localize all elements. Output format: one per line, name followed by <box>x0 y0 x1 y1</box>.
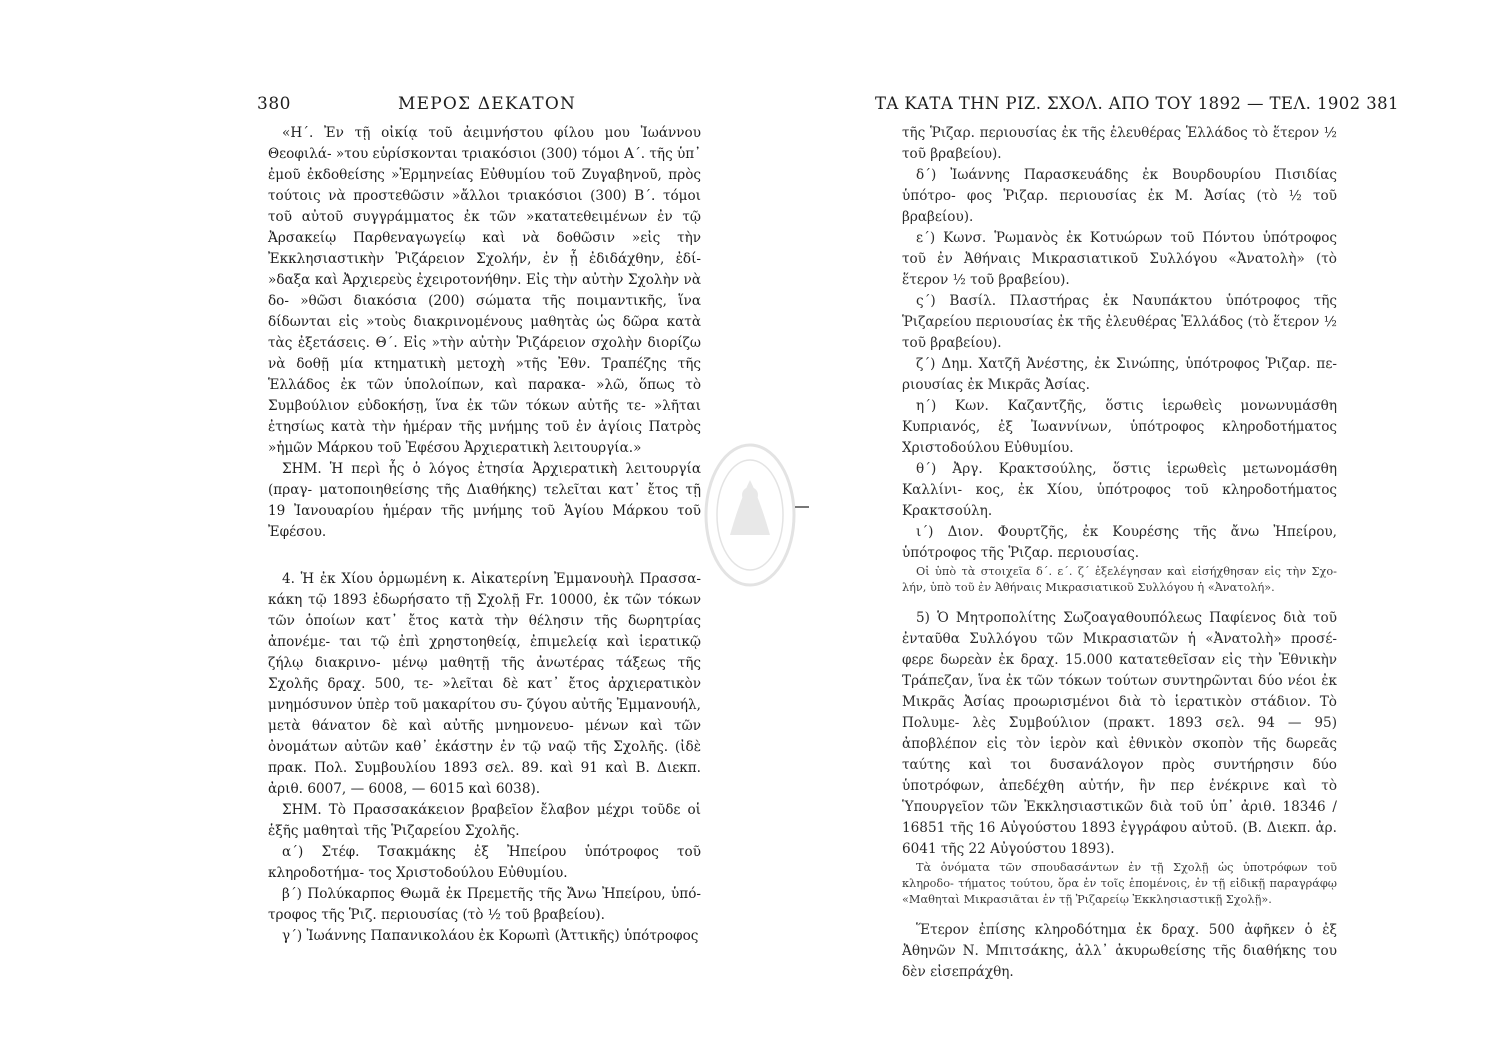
list-item-beta: β΄) Πολύκαρπος Θωμᾶ ἐκ Πρεμετῆς τῆς Ἄνω Ἠπείρου, ὑπό- τροφος τῆς Ῥιζ. περιουσίας (τὸ ½ τοῦ βραβείου). <box>268 886 701 923</box>
donation-5-paragraph: 5) Ὁ Μητροπολίτης Σωζοαγαθουπόλεως Παφίενος διὰ τοῦ ἐνταῦθα Συλλόγου τῶν Μικρασιατῶν ἡ «Ἀνατολὴ» προσέ- φερε δωρεὰν ἐκ δραχ. 15.000 κατατεθεῖσαν εἰς τὴν Ἐθνικὴν Τράπεζαν, ἵνα ἐκ τῶν τόκων τούτων συντηρῶνται δύο νέοι ἐκ Μικρᾶς Ἀσίας προωρισμένοι διὰ τὸ ἱερατικὸν στάδιον. Τὸ Πολυμε- λὲς Συμβούλιον (πρακτ. 1893 σελ. 94 — 95) ἀποβλέπον εἰς τὸν ἱερὸν καὶ ἐθνικὸν σκοπὸν τῆς δωρεᾶς ταύτης καὶ τοι δυσανάλογον πρὸς συντήρησιν δύο ὑποτρόφων, ἀπεδέχθη αὐτήν, ἣν περ ἐνέκρινε καὶ τὸ Ὑπουργεῖον τῶν Ἐκκλησιαστικῶν διὰ τοῦ ὑπ᾿ ἀριθ. 18346 / 16851 τῆς 16 Αὐγούστου 1893 ἐγγράφου αὐτοῦ. (Β. Διεκπ. ἀρ. 6041 τῆς 22 Αὐγούστου 1893). <box>902 610 1337 857</box>
left-page-body <box>268 123 701 947</box>
library-stamp-icon <box>700 440 800 590</box>
list-item-epsilon: ε΄) Κωνσ. Ῥωμανὸς ἐκ Κοτυώρων τοῦ Πόντου ὑπότροφος τοῦ ἐν Ἀθήναις Μικρασιατικοῦ Συλλόγου «Ἀνατολὴ» (τὸ ἕτερον ½ τοῦ βραβείου). <box>902 230 1337 288</box>
donation-4-paragraph: 4. Ἡ ἐκ Χίου ὁρμωμένη κ. Αἰκατερίνη Ἐμμανουὴλ Πρασσα- κάκη τῷ 1893 ἐδωρήσατο τῇ Σχολῇ Fr. 10000, ἐκ τῶν τόκων τῶν ὁποίων κατ᾿ ἔτος κατὰ τὴν θέλησιν τῆς δωρητρίας ἀπονέμε- ται τῷ ἐπὶ χρηστοηθείᾳ, ἐπιμελείᾳ καὶ ἱερατικῷ ζήλῳ διακρινο- μένῳ μαθητῇ τῆς ἀνωτέρας τάξεως τῆς Σχολῆς δραχ. 500, τε- »λεῖται δὲ κατ᾿ ἔτος ἀρχιερατικὸν μνημόσυνον ὑπὲρ τοῦ μακαρίτου συ- ζύγου αὐτῆς Ἐμμανουήλ, μετὰ θάνατον δὲ καὶ αὐτῆς μνημονευο- μένων καὶ τῶν ὀνομάτων αὐτῶν καθ᾿ ἑκάστην ἐν τῷ ναῷ τῆς Σχολῆς. (ἰδὲ πρακ. Πολ. Συμβουλίου 1893 σελ. 89. καὶ 91 καὶ Β. Διεκπ. ἀριθ. 6007, — 6008, — 6015 καὶ 6038). <box>268 571 701 797</box>
list-item-stigma: ς΄) Βασίλ. Πλαστήρας ἐκ Ναυπάκτου ὑπότροφος τῆς Ῥιζαρείου περιουσίας ἐκ τῆς ἐλευθέρας Ἑλλάδος (τὸ ἕτερον ½ τοῦ βραβείου). <box>902 293 1337 351</box>
right-page-body <box>902 123 1337 983</box>
prize-note-paragraph: ΣΗΜ. Τὸ Πρασσακάκειον βραβεῖον ἔλαβον μέχρι τοῦδε οἱ ἑξῆς μαθηταὶ τῆς Ῥιζαρείου Σχολῆς. <box>268 802 701 839</box>
selection-note: Οἱ ὑπὸ τὰ στοιχεῖα δ΄. ε΄. ζ΄ ἐξελέγησαν καὶ εἰσήχθησαν εἰς τὴν Σχο- λήν, ὑπὸ τοῦ ἐν Ἀθήναις Μικρασιατικοῦ Συλλόγου ἡ «Ἀνατολή». <box>902 565 1337 594</box>
students-note: Τὰ ὀνόματα τῶν σπουδασάντων ἐν τῇ Σχολῇ ὡς ὑποτρόφων τοῦ κληροδο- τήματος τούτου, ὅρα ἐν τοῖς ἑπομένοις, ἐν τῇ εἰδικῇ παραγράφῳ «Μαθηταὶ Μικρασιᾶται ἐν τῇ Ῥιζαρείῳ Ἐκκλησιαστικῇ Σχολῇ». <box>902 861 1337 906</box>
list-item-theta: θ΄) Ἀργ. Κρακτσούλης, ὅστις ἱερωθεὶς μετωνομάσθη Καλλίνι- κος, ἐκ Χίου, ὑπότροφος τοῦ κληροδοτήματος Κρακτσούλη. <box>902 461 1337 519</box>
list-item-iota: ι΄) Διον. Φουρτζῆς, ἐκ Κουρέσης τῆς ἄνω Ἠπείρου, ὑπότροφος τῆς Ῥιζαρ. περιουσίας. <box>902 524 1337 561</box>
note-paragraph: ΣΗΜ. Ἡ περὶ ἧς ὁ λόγος ἐτησία Ἀρχιερατικὴ λειτουργία (πραγ- ματοποιηθείσης τῆς Διαθήκης) τελεῖται κατ᾿ ἔτος τῇ 19 Ἰανουαρίου ἡμέραν τῆς μνήμης τοῦ Ἁγίου Μάρκου τοῦ Ἐφέσου. <box>268 461 701 540</box>
list-item-eta: η΄) Κων. Καζαντζῆς, ὅστις ἱερωθεὶς μονωνυμάσθη Κυπριανός, ἐξ Ἰωαννίνων, ὑπότροφος κληροδοτήματος Χριστοδούλου Εὐθυμίου. <box>902 398 1337 456</box>
list-item-zeta: ζ΄) Δημ. Χατζῆ Ἀνέστης, ἐκ Σινώπης, ὑπότροφος Ῥιζαρ. πε- ριουσίας ἐκ Μικρᾶς Ἀσίας. <box>902 356 1337 393</box>
right-page <box>750 0 1500 1046</box>
page-number: 380 <box>257 94 291 114</box>
running-head-right: ΤΑ ΚΑΤΑ ΤΗΝ ΡΙΖ. ΣΧΟΛ. ΑΠΟ ΤΟΥ 1892 — ΤΕΛ. 1902 381 <box>875 94 1399 113</box>
list-item-delta: δ΄) Ἰωάννης Παρασκευάδης ἐκ Βουρδουρίου Πισιδίας ὑπότρο- φος Ῥιζαρ. περιουσίας ἐκ Μ. Ἀσίας (τὸ ½ τοῦ βραβείου). <box>902 167 1337 225</box>
gutter-mark <box>795 506 809 508</box>
list-item-gamma: γ΄) Ἰωάννης Παπανικολάου ἐκ Κορωπὶ (Ἀττικῆς) ὑπότροφος <box>282 928 699 944</box>
running-title: ΜΕΡΟΣ ΔΕΚΑΤΟΝ <box>398 94 577 114</box>
list-item-gamma-continued: τῆς Ῥιζαρ. περιουσίας ἐκ τῆς ἐλευθέρας Ἑλλάδος τὸ ἕτερον ½ τοῦ βραβείου). <box>902 125 1337 162</box>
other-bequest-paragraph: Ἕτερον ἐπίσης κληροδότημα ἐκ δραχ. 500 ἀφῆκεν ὁ ἐξ Ἀθηνῶν Ν. Μπιτσάκης, ἀλλ᾿ ἀκυρωθείσης τῆς διαθήκης του δὲν εἰσεπράχθη. <box>902 922 1337 980</box>
bequest-quote-paragraph: «Η΄. Ἐν τῇ οἰκίᾳ τοῦ ἀειμνήστου φίλου μου Ἰωάννου Θεοφιλά- »του εὑρίσκονται τριακόσιοι (300) τόμοι Α΄. τῆς ὑπ᾿ ἐμοῦ ἐκδοθείσης »Ἑρμηνείας Εὐθυμίου τοῦ Ζυγαβηνοῦ, πρὸς τούτοις νὰ προστεθῶσιν »ἄλλοι τριακόσιοι (300) Β΄. τόμοι τοῦ αὐτοῦ συγγράμματος ἐκ τῶν »κατατεθειμένων ἐν τῷ Ἀρσακείῳ Παρθεναγωγείῳ καὶ νὰ δοθῶσιν »εἰς τὴν Ἐκκλησιαστικὴν Ῥιζάρειον Σχολήν, ἐν ᾗ ἐδιδάχθην, ἐδί- »δαξα καὶ Ἀρχιερεὺς ἐχειροτονήθην. Εἰς τὴν αὐτὴν Σχολὴν νὰ δο- »θῶσι διακόσια (200) σώματα τῆς ποιμαντικῆς, ἵνα δίδωνται εἰς »τοὺς διακρινομένους μαθητὰς ὡς δῶρα κατὰ τὰς ἐξετάσεις. Θ΄. Εἰς »τὴν αὐτὴν Ῥιζάρειον σχολὴν διορίζω νὰ δοθῇ μία κτηματικὴ μετοχὴ »τῆς Ἐθν. Τραπέζης τῆς Ἑλλάδος ἐκ τῶν ὑπολοίπων, καὶ παρακα- »λῶ, ὅπως τὸ Συμβούλιον εὐδοκήσῃ, ἵνα ἐκ τῶν τόκων αὐτῆς τε- »λῆται ἐτησίως κατὰ τὴν ἡμέραν τῆς μνήμης τοῦ ἐν ἁγίοις Πατρὸς »ἡμῶν Μάρκου τοῦ Ἐφέσου Ἀρχιερατικὴ λειτουργία.» <box>268 125 701 456</box>
list-item-alpha: α΄) Στέφ. Τσακμάκης ἐξ Ἠπείρου ὑπότροφος τοῦ κληροδοτήμα- τος Χριστοδούλου Εὐθυμίου. <box>268 844 701 881</box>
